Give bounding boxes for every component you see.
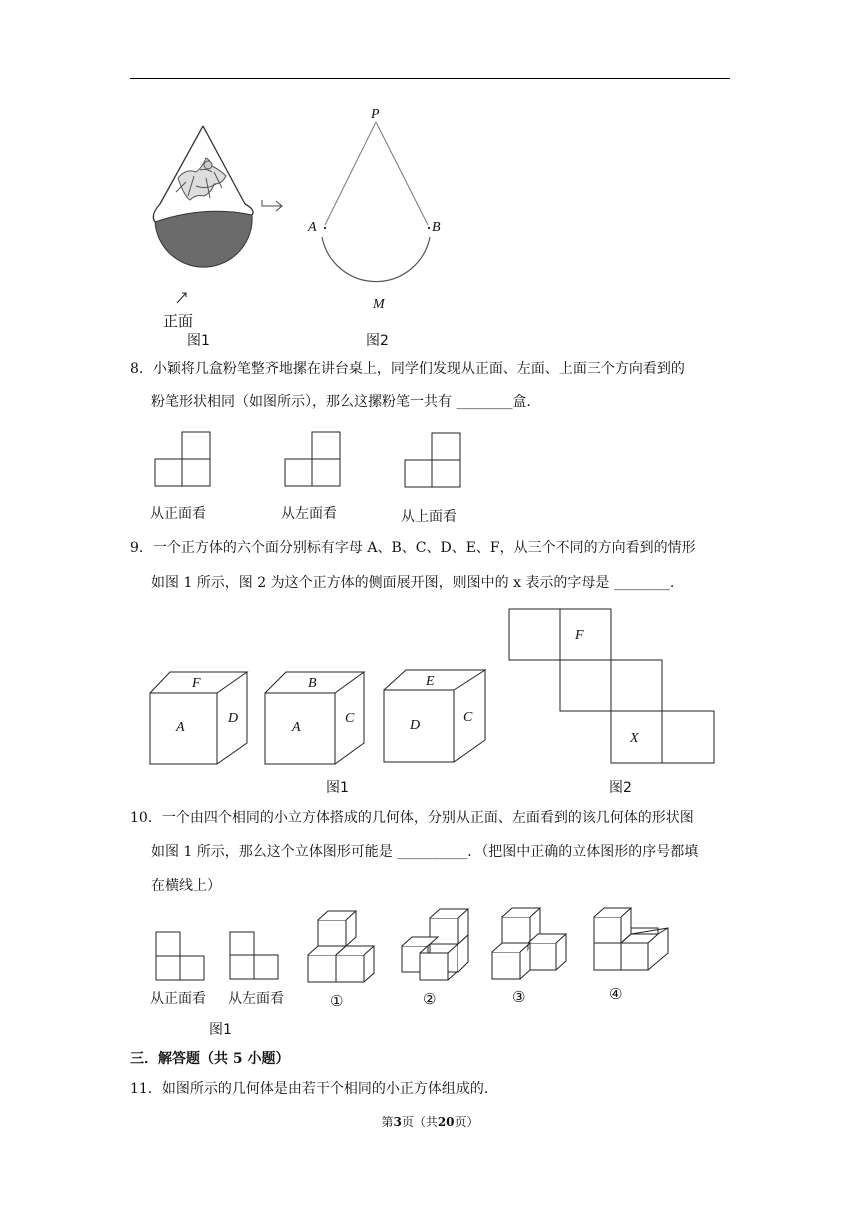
q10-option-1: ① bbox=[330, 992, 344, 1010]
figure7-caption-2: 图2 bbox=[366, 333, 389, 349]
q10-text-line3: 在横线上） bbox=[151, 878, 221, 894]
q9-text-line1: 9．一个正方体的六个面分别标有字母 A、B、C、D、E、F，从三个不同的方向看到的情形 bbox=[130, 540, 696, 556]
page-total: 20 bbox=[437, 1115, 455, 1129]
figure7-caption-1: 图1 bbox=[187, 333, 210, 349]
cube1-side-letter: D bbox=[228, 711, 239, 726]
cube1-front-letter: A bbox=[176, 720, 185, 735]
q10-view-front-label: 从正面看 bbox=[150, 991, 206, 1007]
section-3-heading: 三．解答题（共 5 小题） bbox=[130, 1051, 290, 1067]
cube2-front-letter: A bbox=[292, 720, 301, 735]
cube3-top-letter: E bbox=[426, 674, 435, 689]
page-number: 3 bbox=[393, 1115, 402, 1129]
q10-figure-caption: 图1 bbox=[209, 1022, 232, 1038]
cube3-side-letter: C bbox=[463, 710, 473, 725]
q8-text-line1: 8．小颖将几盒粉笔整齐地摞在讲台桌上，同学们发现从正面、左面、上面三个方向看到的 bbox=[130, 361, 685, 377]
q10-option-2: ② bbox=[423, 990, 437, 1008]
point-a-label: A bbox=[308, 220, 317, 235]
cube3-front-letter: D bbox=[410, 718, 421, 733]
q10-view-left-label: 从左面看 bbox=[228, 991, 284, 1007]
point-b-label: B bbox=[432, 220, 441, 235]
page-footer: 第3页（共20页） bbox=[381, 1115, 479, 1129]
q10-text-line2: 如图 1 所示，那么这个立体图形可能是 __________．（把图中正确的立体图形的序号都填 bbox=[151, 844, 699, 860]
front-label: 正面 bbox=[163, 312, 194, 330]
cube2-side-letter: C bbox=[345, 711, 355, 726]
net-letter-f: F bbox=[575, 628, 584, 643]
q10-option-4: ④ bbox=[609, 985, 623, 1003]
q8-view-front-label: 从正面看 bbox=[150, 506, 206, 522]
q11-text: 11．如图所示的几何体是由若干个相同的小正方体组成的. bbox=[130, 1081, 489, 1097]
q9-figure-caption-1: 图1 bbox=[326, 780, 349, 796]
q8-view-left-label: 从左面看 bbox=[281, 506, 337, 522]
q9-figure-caption-2: 图2 bbox=[609, 780, 632, 796]
q10-text-line1: 10．一个由四个相同的小立方体搭成的几何体，分别从正面、左面看到的该几何体的形状图 bbox=[130, 810, 694, 826]
cube2-top-letter: B bbox=[308, 676, 317, 691]
q9-text-line2: 如图 1 所示，图 2 为这个正方体的侧面展开图，则图中的 x 表示的字母是 ________. bbox=[151, 575, 675, 591]
point-m-label: M bbox=[373, 297, 385, 312]
q8-text-line2: 粉笔形状相同（如图所示），那么这摞粉笔一共有 ________盒． bbox=[151, 394, 541, 410]
point-p-label: P bbox=[371, 107, 380, 122]
q8-view-top-label: 从上面看 bbox=[401, 509, 457, 525]
net-letter-x: X bbox=[630, 731, 639, 746]
q10-option-3: ③ bbox=[512, 988, 526, 1006]
cube1-top-letter: F bbox=[192, 676, 201, 691]
